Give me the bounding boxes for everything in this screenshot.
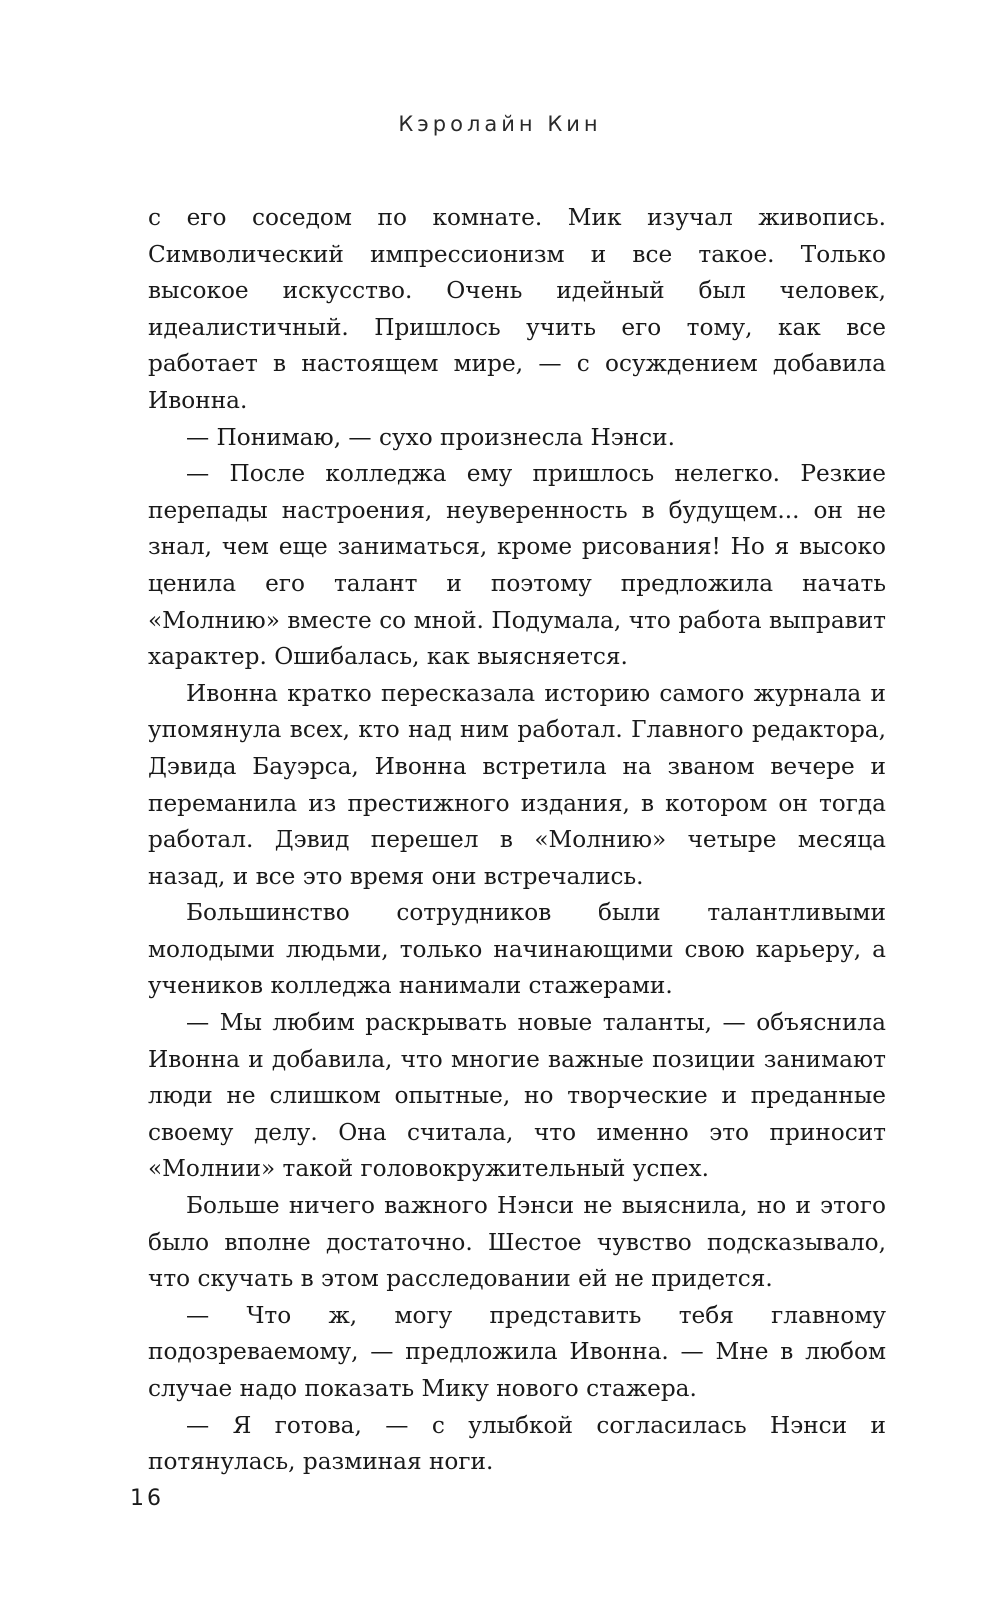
paragraph: Большинство сотрудников были талантливыми молодыми людьми, только начинающими свою карьеру, а учеников колледжа нанимали стажерами.	[148, 899, 886, 1000]
page-body-text	[148, 200, 886, 1481]
running-head-author: Кэролайн Кин	[398, 112, 602, 136]
paragraph: — Понимаю, — сухо произнесла Нэнси.	[186, 423, 675, 451]
paragraph: с его соседом по комнате. Мик изучал живопись. Символический импрессионизм и все такое. Только высокое искусство. Очень идейный был человек, идеалистичный. Пришлось учить его тому, как все работает в настоящем мире, — с осуждением добавила Ивонна.	[148, 204, 886, 414]
paragraph: — Что ж, могу представить тебя главному подозреваемому, — предложила Ивонна. — Мне в любом случае надо показать Мику нового стажера.	[148, 1301, 886, 1402]
paragraph: — Мы любим раскрывать новые таланты, — объяснила Ивонна и добавила, что многие важные позиции занимают люди не слишком опытные, но творческие и преданные своему делу. Она считала, что именно это приносит «Молнии» такой головокружительный успех.	[148, 1009, 886, 1183]
paragraph: — После колледжа ему пришлось нелегко. Резкие перепады настроения, неуверенность в будущем... он не знал, чем еще заниматься, кроме рисования! Но я высоко ценила его талант и поэтому предложила начать «Молнию» вместе со мной. Подумала, что работа выправит характер. Ошибалась, как выясняется.	[148, 460, 886, 671]
page-number: 16	[130, 1486, 164, 1511]
paragraph: Ивонна кратко пересказала историю самого журнала и упомянула всех, кто над ним работал. Главного редактора, Дэвида Бауэрса, Ивонна встретила на званом вечере и переманила из престижного издания, в котором он тогда работал. Дэвид перешел в «Молнию» четыре месяца назад, и все это время они встречались.	[148, 679, 886, 890]
paragraph: — Я готова, — с улыбкой согласилась Нэнси и потянулась, разминая ноги.	[148, 1411, 886, 1476]
paragraph: Больше ничего важного Нэнси не выяснила, но и этого было вполне достаточно. Шестое чувство подсказывало, что скучать в этом расследовании ей не придется.	[148, 1192, 886, 1293]
